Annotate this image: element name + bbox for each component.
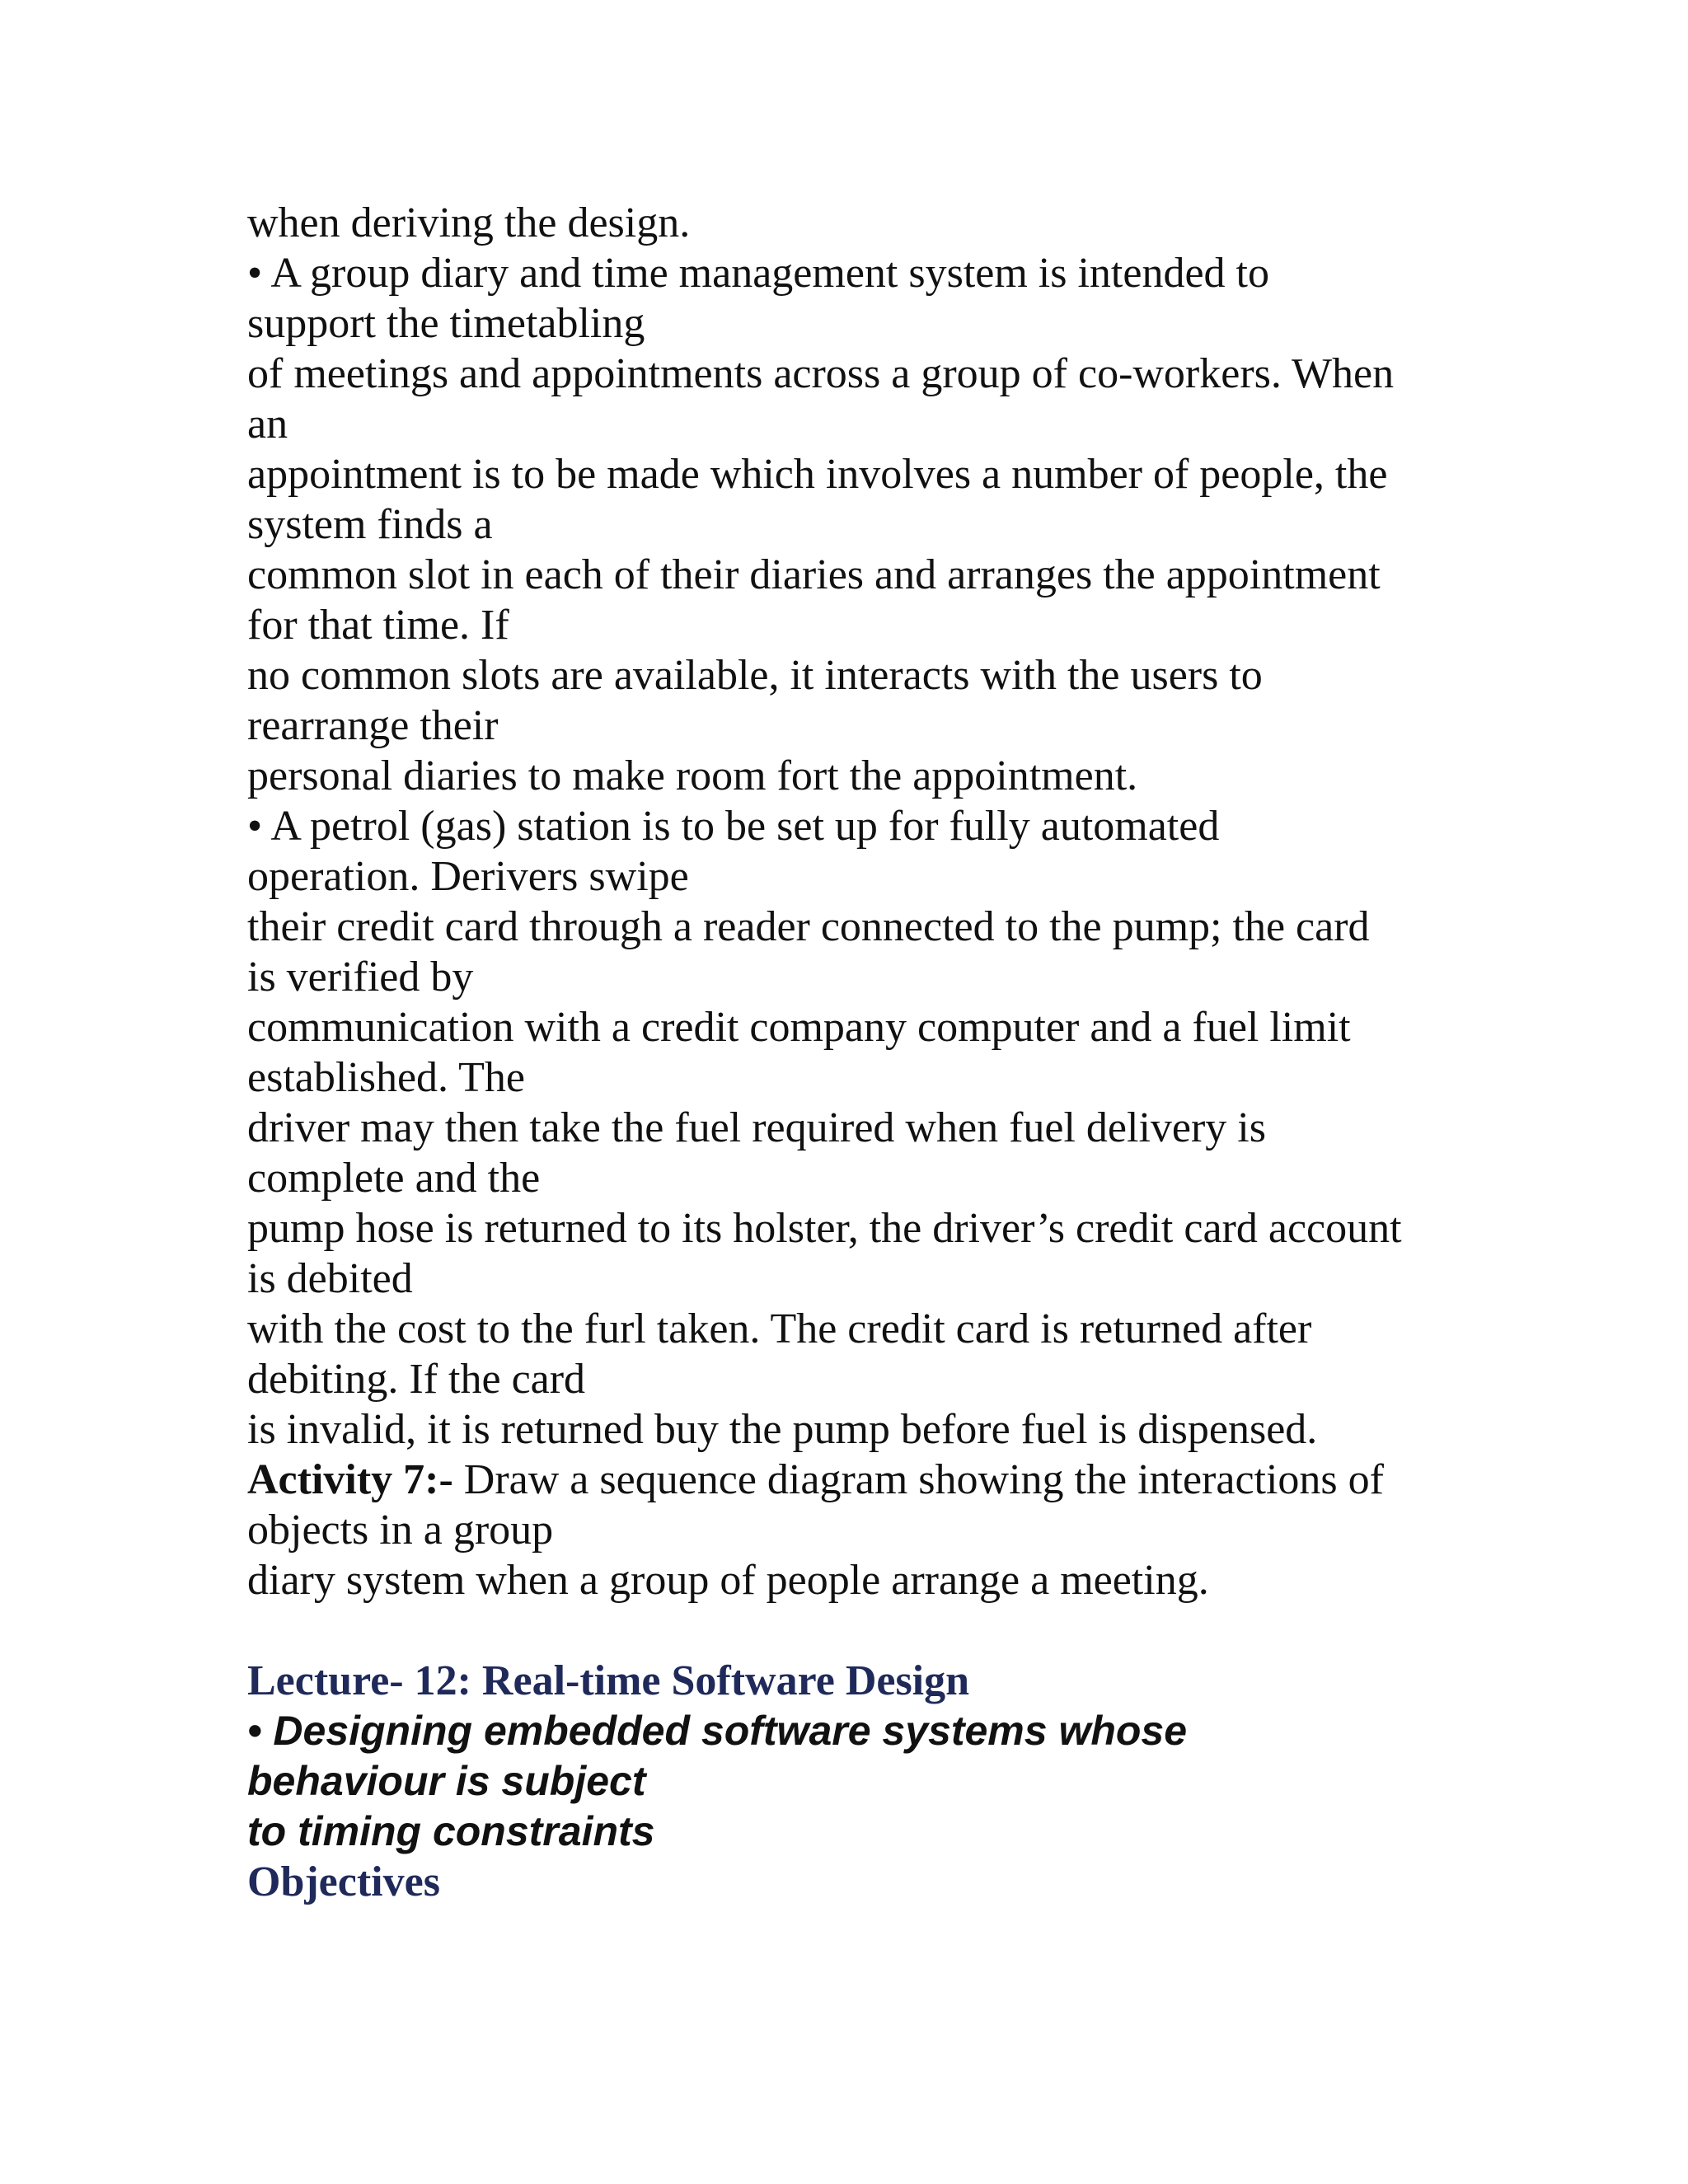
body-text (247, 198, 1451, 1455)
body-line: personal diaries to make room fort the appointment. (247, 752, 1138, 799)
body-line: when deriving the design. (247, 199, 691, 246)
objectives-heading: Objectives (247, 1858, 440, 1905)
activity-label: Activity 7:- (247, 1456, 453, 1503)
blank-line (247, 1605, 1451, 1656)
activity-block (247, 1455, 1451, 1605)
body-line: of meetings and appointments across a group of co-workers. When (247, 350, 1395, 397)
body-line: rearrange their (247, 702, 499, 749)
activity-line: objects in a group (247, 1507, 554, 1554)
activity-text: Draw a sequence diagram showing the interactions of (452, 1456, 1384, 1503)
body-line: complete and the (247, 1155, 541, 1202)
lecture-heading: Lecture- 12: Real-time Software Design (247, 1657, 970, 1704)
body-line: system finds a (247, 501, 493, 548)
body-line: appointment is to be made which involves a number of people, the (247, 451, 1388, 498)
body-line: common slot in each of their diaries and arranges the appointment (247, 551, 1381, 598)
lecture-italic-line: to timing constraints (247, 1808, 655, 1854)
activity-line: diary system when a group of people arrange a meeting. (247, 1557, 1209, 1604)
body-line: • A petrol (gas) station is to be set up for fully automated (247, 803, 1220, 850)
body-line: is debited (247, 1255, 413, 1302)
body-line: support the timetabling (247, 300, 645, 347)
body-line: for that time. If (247, 602, 509, 649)
body-line: communication with a credit company computer and a fuel limit (247, 1004, 1351, 1051)
body-line: with the cost to the furl taken. The credit card is returned after (247, 1305, 1312, 1352)
body-line: operation. Derivers swipe (247, 853, 689, 900)
body-line: an (247, 401, 288, 448)
body-line: no common slots are available, it interacts with the users to (247, 652, 1263, 699)
body-line: pump hose is returned to its holster, the driver’s credit card account (247, 1205, 1402, 1252)
body-line: established. The (247, 1054, 525, 1101)
lecture-section (247, 1656, 1451, 1907)
body-line: is verified by (247, 954, 474, 1001)
document-page (247, 198, 1451, 1907)
body-line: debiting. If the card (247, 1356, 586, 1403)
body-line: • A group diary and time management system is intended to (247, 250, 1269, 297)
body-line: driver may then take the fuel required when fuel delivery is (247, 1104, 1266, 1151)
body-line: their credit card through a reader connected to the pump; the card (247, 903, 1370, 950)
body-line: is invalid, it is returned buy the pump before fuel is dispensed. (247, 1406, 1318, 1453)
activity-line (247, 1455, 1451, 1505)
lecture-italic-line: • Designing embedded software systems whose (247, 1708, 1188, 1754)
lecture-italic-line: behaviour is subject (247, 1758, 646, 1804)
